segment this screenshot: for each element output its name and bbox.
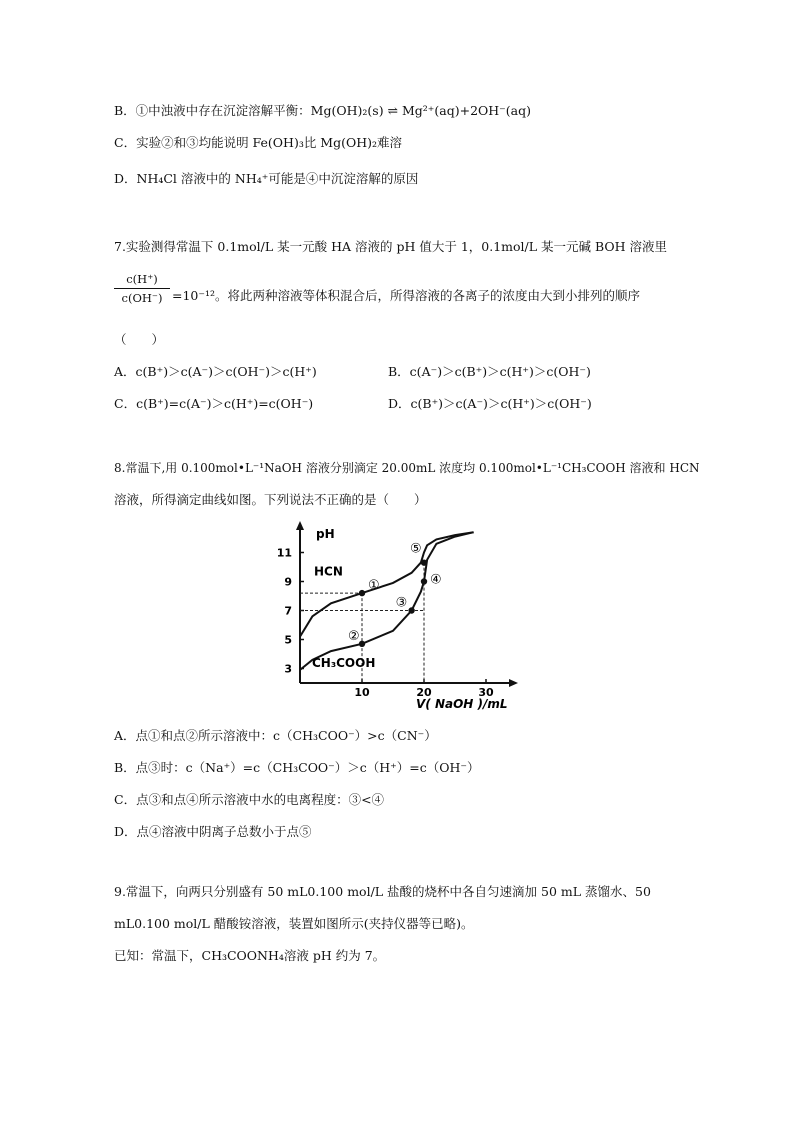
y-tick-label: 5 xyxy=(284,633,292,647)
option-c: C．实验②和③均能说明 Fe(OH)₃比 Mg(OH)₂难溶 xyxy=(114,135,403,150)
q7-stem-line1: 7.实验测得常温下 0.1mol/L 某一元酸 HA 溶液的 pH 值大于 1，0.1mol/L 某一元碱 BOH 溶液里 xyxy=(114,239,668,254)
q7-answer-paren: （ ） xyxy=(114,332,165,347)
q8-stem-line2: 溶液，所得滴定曲线如图。下列说法不正确的是（ ） xyxy=(114,492,427,507)
q8-stem-line1: 8.常温下,用 0.100mol•L⁻¹NaOH 溶液分别滴定 20.00mL 浓度均 0.100mol•L⁻¹CH₃COOH 溶液和 HCN xyxy=(114,461,700,475)
q8-option-d: D．点④溶液中阴离子总数小于点⑤ xyxy=(114,824,312,839)
point-label: ③ xyxy=(395,595,408,611)
series-curve-1 xyxy=(300,532,474,670)
y-tick-label: 9 xyxy=(284,575,292,589)
y-tick-label: 11 xyxy=(276,546,292,560)
q7-fraction xyxy=(114,272,170,305)
y-tick-label: 7 xyxy=(284,604,292,618)
series-curve-0 xyxy=(300,532,474,636)
x-axis-label: V( NaOH )/mL xyxy=(416,697,508,711)
chart-points xyxy=(359,559,427,647)
x-tick-label: 10 xyxy=(354,686,370,699)
q7-option-d: D．c(B⁺)＞c(A⁻)＞c(H⁺)＞c(OH⁻) xyxy=(388,396,592,411)
q7-option-b: B．c(A⁻)＞c(B⁺)＞c(H⁺)＞c(OH⁻) xyxy=(388,364,591,379)
x-tick-label: 20 xyxy=(416,686,432,699)
y-axis-label: pH xyxy=(316,527,335,541)
q9-stem-line1: 9.常温下，向两只分别盛有 50 mL0.100 mol/L 盐酸的烧杯中各自匀速滴加 50 mL 蒸馏水、50 xyxy=(114,884,651,899)
point-marker xyxy=(421,559,427,565)
point-label: ⑤ xyxy=(410,541,422,557)
fraction-denominator: c(OH⁻) xyxy=(121,291,163,305)
series-label-ch3cooh: CH₃COOH xyxy=(312,656,376,671)
series-label-hcn: HCN xyxy=(314,564,343,579)
titration-chart xyxy=(275,518,535,723)
fraction-bar xyxy=(114,288,170,289)
point-marker xyxy=(359,641,365,647)
q7-stem-line2: =10⁻¹²。将此两种溶液等体积混合后，所得溶液的各离子的浓度由大到小排列的顺序 xyxy=(172,288,641,303)
chart-curves xyxy=(300,532,474,670)
q9-stem-line3: 已知：常温下，CH₃COONH₄溶液 pH 约为 7。 xyxy=(114,948,386,963)
y-tick-label: 3 xyxy=(284,662,292,676)
option-b: B．①中浊液中存在沉淀溶解平衡：Mg(OH)₂(s) ⇌ Mg²⁺(aq)+2OH⁻(aq) xyxy=(114,103,531,118)
q8-option-a: A．点①和点②所示溶液中：c（CH₃COO⁻）>c（CN⁻） xyxy=(114,728,437,743)
x-tick-label: 30 xyxy=(478,686,494,699)
point-label: ② xyxy=(348,628,360,644)
q8-option-c: C．点③和点④所示溶液中水的电离程度：③<④ xyxy=(114,792,385,807)
q9-stem-line2: mL0.100 mol/L 醋酸铵溶液，装置如图所示(夹持仪器等已略)。 xyxy=(114,916,474,931)
x-axis-arrow xyxy=(509,679,518,687)
point-marker xyxy=(359,590,365,596)
q7-option-a: A．c(B⁺)＞c(A⁻)＞c(OH⁻)＞c(H⁺) xyxy=(114,364,317,379)
q8-option-b: B．点③时：c（Na⁺）=c（CH₃COO⁻）＞c（H⁺）=c（OH⁻） xyxy=(114,760,480,775)
point-marker xyxy=(421,578,427,584)
point-label: ④ xyxy=(430,572,442,588)
fraction-numerator: c(H⁺) xyxy=(126,272,158,286)
option-d: D．NH₄Cl 溶液中的 NH₄⁺可能是④中沉淀溶解的原因 xyxy=(114,171,419,186)
point-label: ① xyxy=(368,578,380,594)
point-marker xyxy=(408,607,414,613)
y-axis-arrow xyxy=(296,521,304,530)
q7-option-c: C．c(B⁺)=c(A⁻)＞c(H⁺)=c(OH⁻) xyxy=(114,396,314,411)
